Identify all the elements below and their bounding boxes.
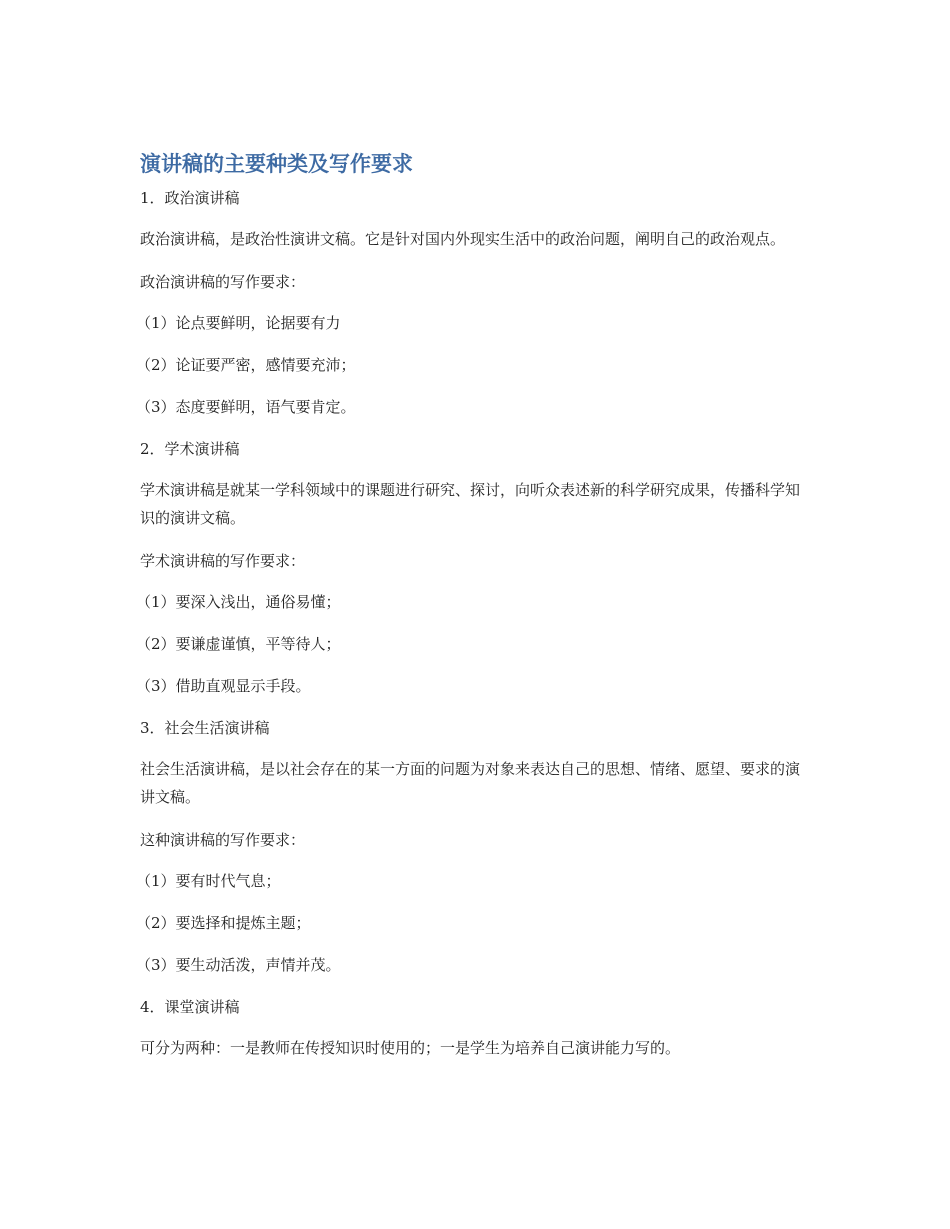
section-heading: 2．学术演讲稿 (140, 440, 240, 458)
section-heading: 4．课堂演讲稿 (140, 998, 240, 1016)
document-title: 演讲稿的主要种类及写作要求 (140, 152, 413, 176)
list-item: （3）要生动活泼，声情并茂。 (136, 956, 341, 974)
section-heading: 1．政治演讲稿 (140, 189, 240, 207)
paragraph: 可分为两种：一是教师在传授知识时使用的；一是学生为培养自己演讲能力写的。 (140, 1039, 681, 1057)
list-item: （2）要选择和提炼主题； (136, 914, 311, 932)
paragraph: 社会生活演讲稿，是以社会存在的某一方面的问题为对象来表达自己的思想、情绪、愿望、要求的演讲文稿。 (140, 760, 801, 806)
requirement-heading: 学术演讲稿的写作要求： (140, 552, 306, 570)
list-item: （3）态度要鲜明，语气要肯定。 (136, 398, 356, 416)
paragraph: 学术演讲稿是就某一学科领域中的课题进行研究、探讨，向听众表述新的科学研究成果，传播科学知识的演讲文稿。 (140, 481, 801, 527)
list-item: （3）借助直观显示手段。 (136, 677, 311, 695)
requirement-heading: 政治演讲稿的写作要求： (140, 273, 306, 291)
list-item: （1）论点要鲜明，论据要有力 (136, 314, 341, 332)
list-item: （1）要有时代气息； (136, 872, 281, 890)
list-item: （1）要深入浅出，通俗易懂； (136, 593, 341, 611)
section-heading: 3．社会生活演讲稿 (140, 719, 270, 737)
list-item: （2）要谦虚谨慎，平等待人； (136, 635, 341, 653)
list-item: （2）论证要严密，感情要充沛； (136, 356, 356, 374)
document-page (136, 148, 810, 1077)
requirement-heading: 这种演讲稿的写作要求： (140, 831, 306, 849)
paragraph: 政治演讲稿，是政治性演讲文稿。它是针对国内外现实生活中的政治问题，阐明自己的政治观点。 (140, 230, 786, 248)
